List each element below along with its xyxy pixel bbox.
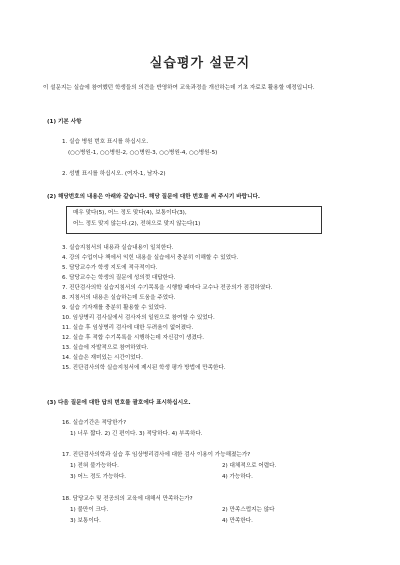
question-1-options: (○○병원-1, ○○병원-2, ○○병원-3, ○○병원-4, ○○병원-5)	[68, 150, 218, 156]
question-16: 16. 실습기간은 적당한가?	[62, 420, 127, 426]
question-18-option-1: 1) 불만이 크다.	[70, 507, 109, 513]
question-18-option-2: 2) 만족스럽지는 않다	[222, 507, 275, 513]
question-17-option-2: 2) 대체적으로 어렵다.	[222, 463, 277, 469]
question-17-option-4: 4) 가능하다.	[222, 474, 253, 480]
list-item: 12. 실습 후 적합 수기목록을 시행하는데 자신감이 생겼다.	[62, 335, 204, 341]
list-item: 8. 지침서의 내용은 실습하는데 도움을 주었다.	[62, 295, 176, 301]
question-17-option-1: 1) 전혀 불가능하다.	[70, 463, 119, 469]
list-item: 7. 진단검사의학 실습지침서의 수기목록을 시행할 때마다 교수나 전공의가 점검하였다.	[62, 285, 273, 291]
question-17-option-3: 3) 어느 정도 가능하다.	[70, 474, 127, 480]
question-18: 18. 담당교수 및 전공의의 교육에 대해서 만족하는가?	[62, 496, 193, 502]
list-item: 13. 실습에 자발적으로 참여하였다.	[62, 345, 149, 351]
list-item: 15. 진단검사의학 실습지침서에 제시된 학생 평가 방법에 만족한다.	[62, 365, 226, 371]
list-item: 4. 강의 수업이나 책에서 익힌 내용을 실습에서 충분히 이해할 수 있었다.	[62, 255, 239, 261]
list-item: 6. 담당교수는 학생의 질문에 성의껏 대답한다.	[62, 275, 176, 281]
list-item: 11. 실습 후 임상병리 검사에 대한 두려움이 없어졌다.	[62, 325, 194, 331]
question-17: 17. 진단검사의학과 실습 후 임상병리검사에 대한 검사 이용이 가능해졌는가?	[62, 452, 251, 458]
page-title: 실습평가 설문지	[149, 56, 251, 71]
question-16-options: 1) 너무 짧다. 2) 긴 편이다. 3) 적당하다. 4) 부족하다.	[70, 431, 203, 437]
question-18-option-3: 3) 보통이다.	[70, 518, 101, 524]
question-18-option-4: 4) 만족한다.	[222, 518, 253, 524]
section1-heading: (1) 기본 사항	[47, 119, 82, 125]
scale-legend-row-2: 어느 정도 맞지 않는다.(2), 전혀으로 맞지 않는다(1)	[73, 221, 201, 227]
intro-text: 이 설문지는 실습에 참여했던 학생들의 의견을 반영하여 교육과정을 개선하는데 기초 자료로 활용할 예정입니다.	[43, 85, 315, 91]
scale-legend-row-1: 매우 맞다(5), 어느 정도 맞다(4), 보통이다(3),	[73, 210, 187, 216]
question-2: 2. 성별 표시를 하십시오. (여자-1, 남자-2)	[62, 171, 166, 177]
list-item: 14. 실습은 재미있는 시간이었다.	[62, 355, 143, 361]
section2-heading: (2) 해당번호의 내용은 아래와 같습니다. 해당 질문에 대한 번호를 써 주시기 바랍니다.	[47, 194, 260, 200]
list-item: 5. 담당교수가 학생 지도에 적극적이다.	[62, 265, 158, 271]
list-item: 3. 실습지침서의 내용과 실습내용이 일치한다.	[62, 245, 174, 251]
section3-heading: (3) 다음 질문에 대한 답의 번호를 괄호에다 표시하십시오.	[47, 400, 191, 406]
list-item: 10. 임상병리 검사실에서 검사자의 일원으로 참여할 수 있었다.	[62, 315, 215, 321]
list-item: 9. 실습 기자재를 충분히 활용할 수 있었다.	[62, 305, 167, 311]
question-1: 1. 실습 병원 번호 표시를 하십시오.	[62, 139, 149, 145]
